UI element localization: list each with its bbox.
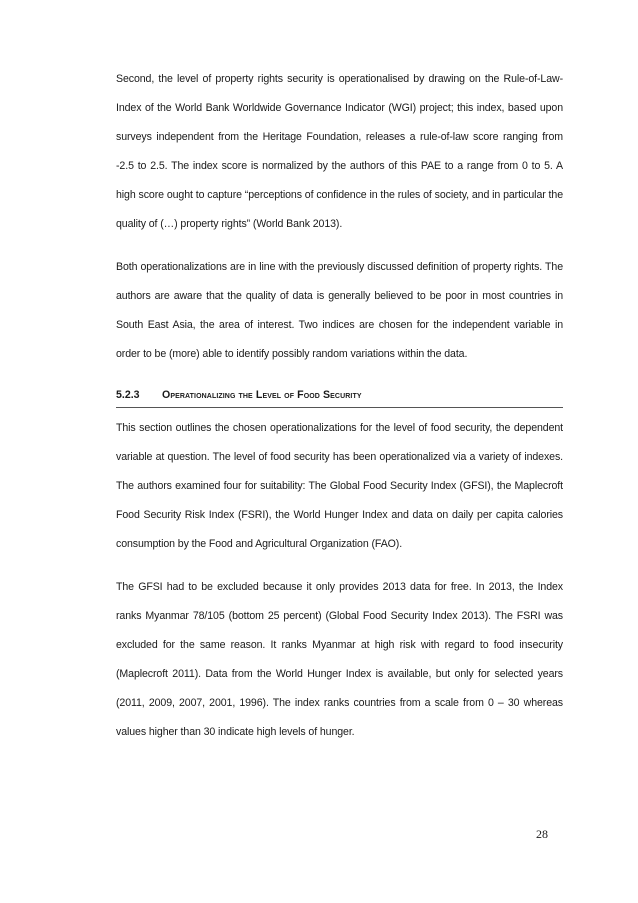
paragraph-food-security-intro: This section outlines the chosen operationalizations for the level of food security, the dependent variable at question. The level of food security has been operationalized via a variety of indexes. The authors examined four for suitability: The Global Food Security Index (GFSI), the Maplecroft Food Security Risk Index (FSRI), the World Hunger Index and data on daily per capita calories consumption by the Food and Agricultural Organization (FAO). [116,422,563,550]
section-heading [116,383,563,408]
paragraph-property-rights-index: Second, the level of property rights security is operationalised by drawing on the Rule-of-Law-Index of the World Bank Worldwide Governance Indicator (WGI) project; this index, based upon surveys independent from the Heritage Foundation, releases a rule-of-law score ranging from -2.5 to 2.5. The index score is normalized by the authors of this PAE to a range from 0 to 5. A high score ought to capture “perceptions of confidence in the rules of society, and in particular the quality of (…) property rights” (World Bank 2013). [116,73,563,230]
document-page [116,65,563,747]
section-title: Operationalizing the Level of Food Security [162,389,362,401]
paragraph-gfsi-exclusion: The GFSI had to be excluded because it only provides 2013 data for free. In 2013, the Index ranks Myanmar 78/105 (bottom 25 percent) (Global Food Security Index 2013). The FSRI was excluded for the same reason. It ranks Myanmar at high risk with regard to food insecurity (Maplecroft 2011). Data from the World Hunger Index is available, but only for selected years (2011, 2009, 2007, 2001, 1996). The index ranks countries from a scale from 0 – 30 whereas values higher than 30 indicate high levels of hunger. [116,581,563,738]
paragraph-operationalizations: Both operationalizations are in line with the previously discussed definition of property rights. The authors are aware that the quality of data is generally believed to be poor in most countries in South East Asia, the area of interest. Two indices are chosen for the independent variable in order to be (more) able to identify possibly random variations within the data. [116,261,563,360]
section-number: 5.2.3 [116,389,140,401]
page-number: 28 [536,827,548,841]
